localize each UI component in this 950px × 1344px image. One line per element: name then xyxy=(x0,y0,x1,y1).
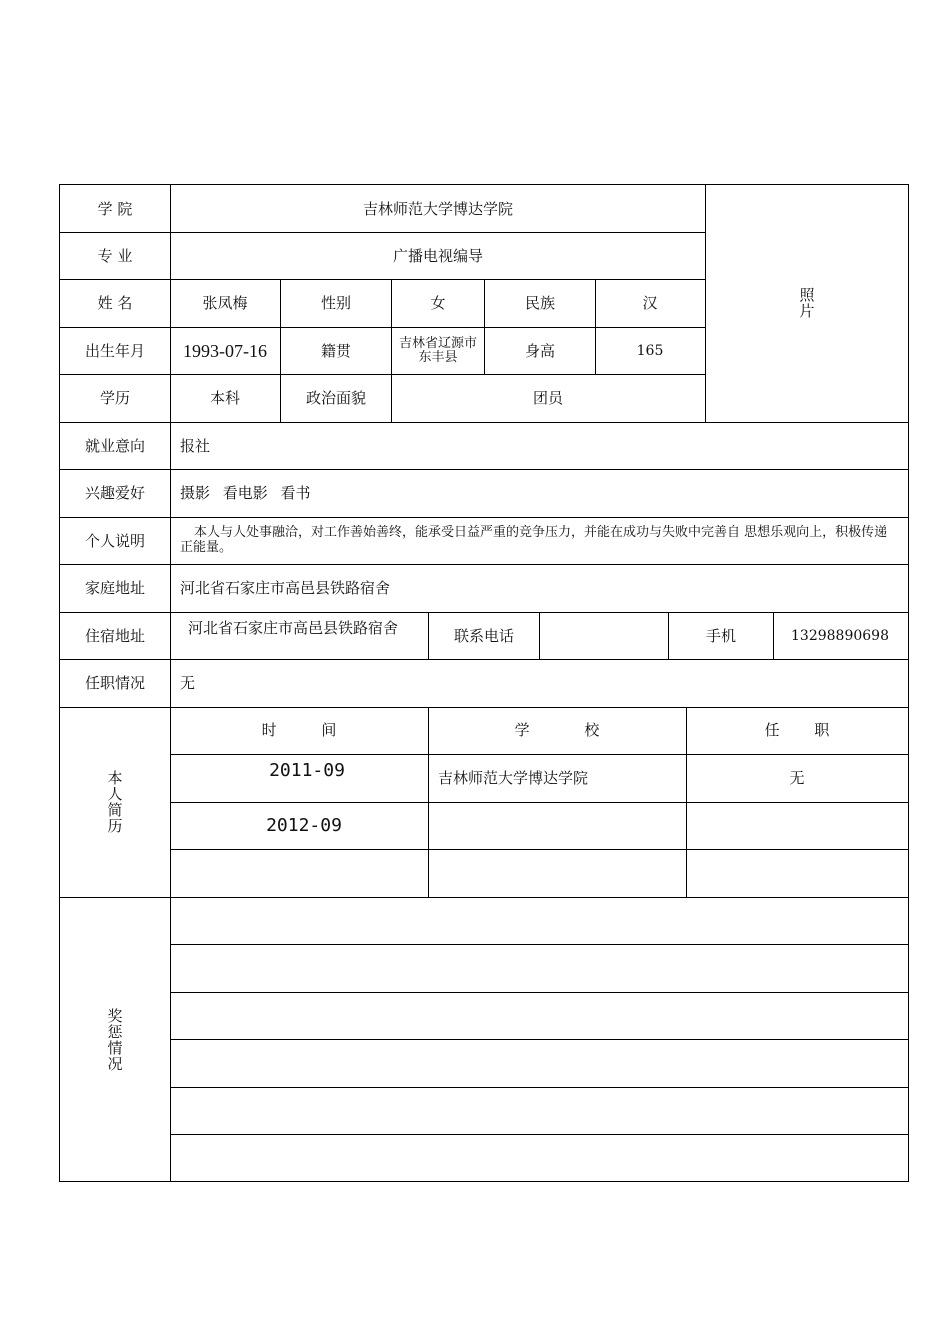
dorm-value: 河北省石家庄市高邑县铁路宿舍 xyxy=(188,619,399,637)
native-label: 籍贯 xyxy=(320,342,352,360)
resume-time: 2011-09 xyxy=(269,760,345,781)
position-value: 无 xyxy=(180,674,196,692)
resume-label: 本人简历 xyxy=(107,769,123,835)
hobby-value: 摄影 看电影 看书 xyxy=(180,484,311,502)
intent-value: 报社 xyxy=(180,437,211,455)
ethnicity-value: 汉 xyxy=(642,294,658,312)
native-value: 吉林省辽源市东丰县 xyxy=(399,336,478,365)
resume-school: 吉林师范大学博达学院 xyxy=(438,769,589,787)
position-label: 任职情况 xyxy=(84,674,146,692)
birth-value: 1993-07-16 xyxy=(183,341,267,361)
height-label: 身高 xyxy=(524,342,556,360)
hobby-label: 兴趣爱好 xyxy=(84,484,146,502)
statement-value: 本人与人处事融洽，对工作善始善终，能承受日益严重的竞争压力，并能在成功与失败中完善自 思想乐观向上，积极传递正能量。 xyxy=(180,525,888,555)
gender-value: 女 xyxy=(430,294,446,312)
resume-header-school: 学 校 xyxy=(514,721,600,739)
major-label: 专 业 xyxy=(97,247,133,265)
name-label: 姓 名 xyxy=(97,294,133,312)
height-value: 165 xyxy=(636,343,664,359)
political-label: 政治面貌 xyxy=(305,389,367,407)
gender-label: 性别 xyxy=(320,294,352,312)
resume-header-role: 任 职 xyxy=(764,721,830,739)
name-value: 张凤梅 xyxy=(202,294,248,312)
statement-label: 个人说明 xyxy=(84,532,146,550)
major-value: 广播电视编导 xyxy=(392,247,484,265)
mobile-label: 手机 xyxy=(705,627,737,645)
college-label: 学 院 xyxy=(97,200,133,218)
mobile-value: 13298890698 xyxy=(791,628,889,644)
intent-label: 就业意向 xyxy=(84,437,146,455)
home-value: 河北省石家庄市高邑县铁路宿舍 xyxy=(180,579,391,597)
college-value: 吉林师范大学博达学院 xyxy=(362,200,514,218)
ethnicity-label: 民族 xyxy=(524,294,556,312)
education-value: 本科 xyxy=(209,389,241,407)
resume-form xyxy=(59,184,909,1182)
political-value: 团员 xyxy=(532,389,564,407)
photo-placeholder: 照片 xyxy=(799,286,815,320)
birth-label: 出生年月 xyxy=(84,342,146,360)
resume-role: 无 xyxy=(789,769,805,787)
education-label: 学历 xyxy=(99,389,131,407)
awards-label: 奖惩情况 xyxy=(107,1007,123,1073)
phone-label: 联系电话 xyxy=(453,627,515,645)
home-label: 家庭地址 xyxy=(84,579,146,597)
dorm-label: 住宿地址 xyxy=(84,627,146,645)
resume-time: 2012-09 xyxy=(266,815,342,836)
resume-header-time: 时 间 xyxy=(261,721,337,739)
